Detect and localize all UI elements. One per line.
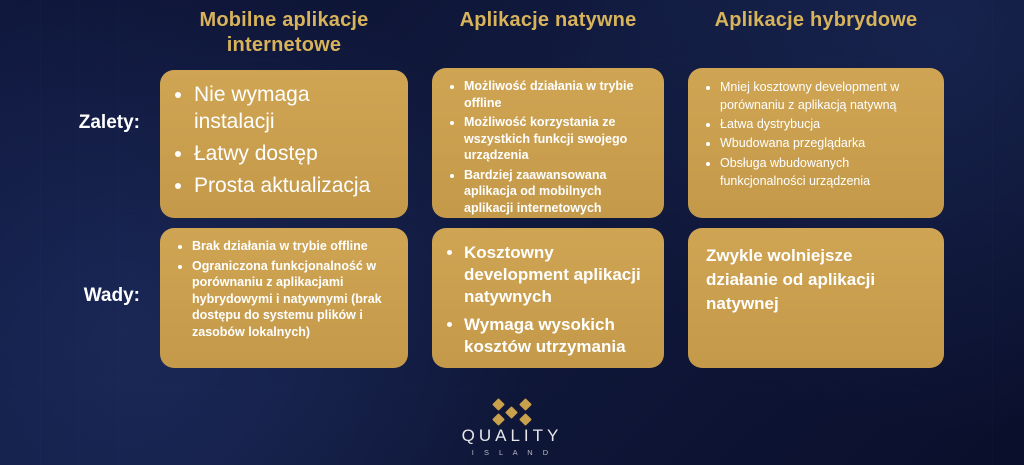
- logo-diamond-icon: [490, 398, 534, 424]
- list-item: • Wymaga wysokich kosztów utrzymania: [464, 314, 652, 358]
- list-item: • Mniej kosztowny development w porównaniu z aplikacją natywną: [720, 78, 932, 114]
- card-advantages-hybrid: [688, 68, 944, 218]
- bullet-list-advantages-web: [168, 82, 394, 200]
- card-disadvantages-web: [160, 228, 408, 368]
- list-item: • Możliwość korzystania ze wszystkich funkcji swojego urządzenia: [464, 114, 654, 164]
- list-item: • Brak działania w trybie offline: [192, 238, 398, 255]
- list-item: • Prosta aktualizacja: [194, 173, 394, 200]
- brand-logo: [0, 398, 1024, 457]
- list-item: • Łatwy dostęp: [194, 141, 394, 168]
- list-item: • Kosztowny development aplikacji natywnych: [464, 242, 652, 308]
- list-item: • Bardziej zaawansowana aplikacja od mobilnych aplikacji internetowych: [464, 167, 654, 217]
- card-advantages-web: [160, 70, 408, 218]
- list-item: • Łatwa dystrybucja: [720, 115, 932, 133]
- list-item: • Ograniczona funkcjonalność w porównaniu z aplikacjami hybrydowymi i natywnymi (brak dostępu do systemu plików i zasobów lokalnych): [192, 258, 398, 341]
- column-heading-hybrid: Aplikacje hybrydowe: [714, 9, 918, 31]
- row-label-disadvantages: Wady:: [83, 285, 140, 306]
- column-heading-native: Aplikacje natywne: [459, 9, 637, 31]
- bullet-list-advantages-native: [438, 78, 654, 216]
- row-label-advantages: Zalety:: [78, 112, 140, 133]
- logo-subtitle: I S L A N D: [471, 448, 553, 457]
- card-disadvantages-hybrid: [688, 228, 944, 368]
- card-disadvantages-native: [432, 228, 664, 368]
- bullet-list-disadvantages-web: [166, 238, 398, 340]
- list-item: • Obsługa wbudowanych funkcjonalności urządzenia: [720, 154, 932, 190]
- card-advantages-native: [432, 68, 664, 218]
- bullet-list-disadvantages-native: [438, 242, 652, 358]
- list-item: • Wbudowana przeglądarka: [720, 134, 932, 152]
- list-item: • Możliwość działania w trybie offline: [464, 78, 654, 111]
- logo-name: QUALITY: [461, 426, 563, 445]
- card-text-disadvantages-hybrid: Zwykle wolniejsze działanie od aplikacji natywnej: [706, 246, 876, 314]
- list-item: • Nie wymaga instalacji: [194, 82, 394, 136]
- bullet-list-advantages-hybrid: [694, 78, 932, 190]
- column-heading-web: Mobilne aplikacje internetowe: [199, 9, 369, 56]
